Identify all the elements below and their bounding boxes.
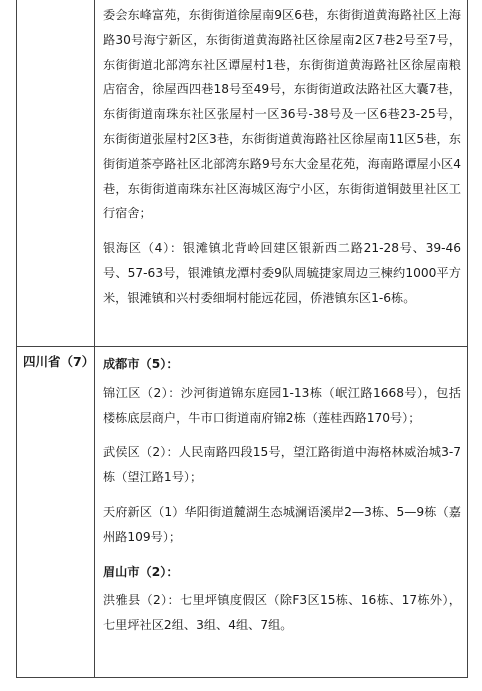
top-row-content-cell xyxy=(103,3,461,311)
paragraph-jinjiang: 锦江区（2）：沙河街道锦东庭园1-13栋（岷江路1668号），包括楼栋底层商户，牛市口街道南府锦2栋（莲桂西路170号）； xyxy=(103,385,461,425)
row-divider xyxy=(17,346,467,347)
bottom-row-content-cell xyxy=(103,352,461,638)
city-heading-meishan: 眉山市（2）： xyxy=(103,564,179,579)
paragraph-hongya: 洪雅县（2）：七里坪镇度假区（除F3区15栋、16栋、17栋外），七里坪社区2组、3组、4组、7组。 xyxy=(103,593,461,633)
top-paragraph-yinhai: 银海区（4）：银滩镇北背岭回建区银新西二路21-28号、39-46号、57-63号，银滩镇龙潭村委9队周毓捷家周边三楝约1000平方米，银滩镇和兴村委细垌村能远花园，侨港镇东区1-6栋。 xyxy=(103,241,461,305)
province-label: 四川省（7） xyxy=(23,354,95,369)
city-heading-chengdu: 成都市（5）： xyxy=(103,357,179,371)
paragraph-tianfu: 天府新区（1）华阳街道麓湖生态城澜语溪岸2—3栋、5—9栋（嘉州路109号）； xyxy=(103,504,461,544)
document-table xyxy=(16,0,468,678)
column-divider xyxy=(94,0,95,677)
paragraph-wuhou: 武侯区（2）：人民南路四段15号，望江路街道中海格林威治城3-7栋（望江路1号）； xyxy=(103,445,461,485)
top-paragraph-haicheng: 委会东峰富苑，东街街道徐屋南9区6巷，东街街道黄海路社区上海路30号海宁新区，东街街道黄海路社区徐屋南2区7巷2号至7号，东街街道北部湾东社区谭屋村1巷，东街街道黄海路社区徐屋南粮店宿舍，徐屋西四巷18号至49号，东街街道政法路社区大囊7巷，东街街道南珠东社区张屋村一区36号-38号及一区6巷23-25号，东街街道张屋村2区3巷，东街街道黄海路社区徐屋南11区5巷，东街街道茶亭路社区北部湾东路9号东大金星花苑，海南路谭屋小区4巷，东街街道南珠东社区海城区海宁小区，东街街道铜鼓里社区工行宿舍； xyxy=(103,8,461,221)
